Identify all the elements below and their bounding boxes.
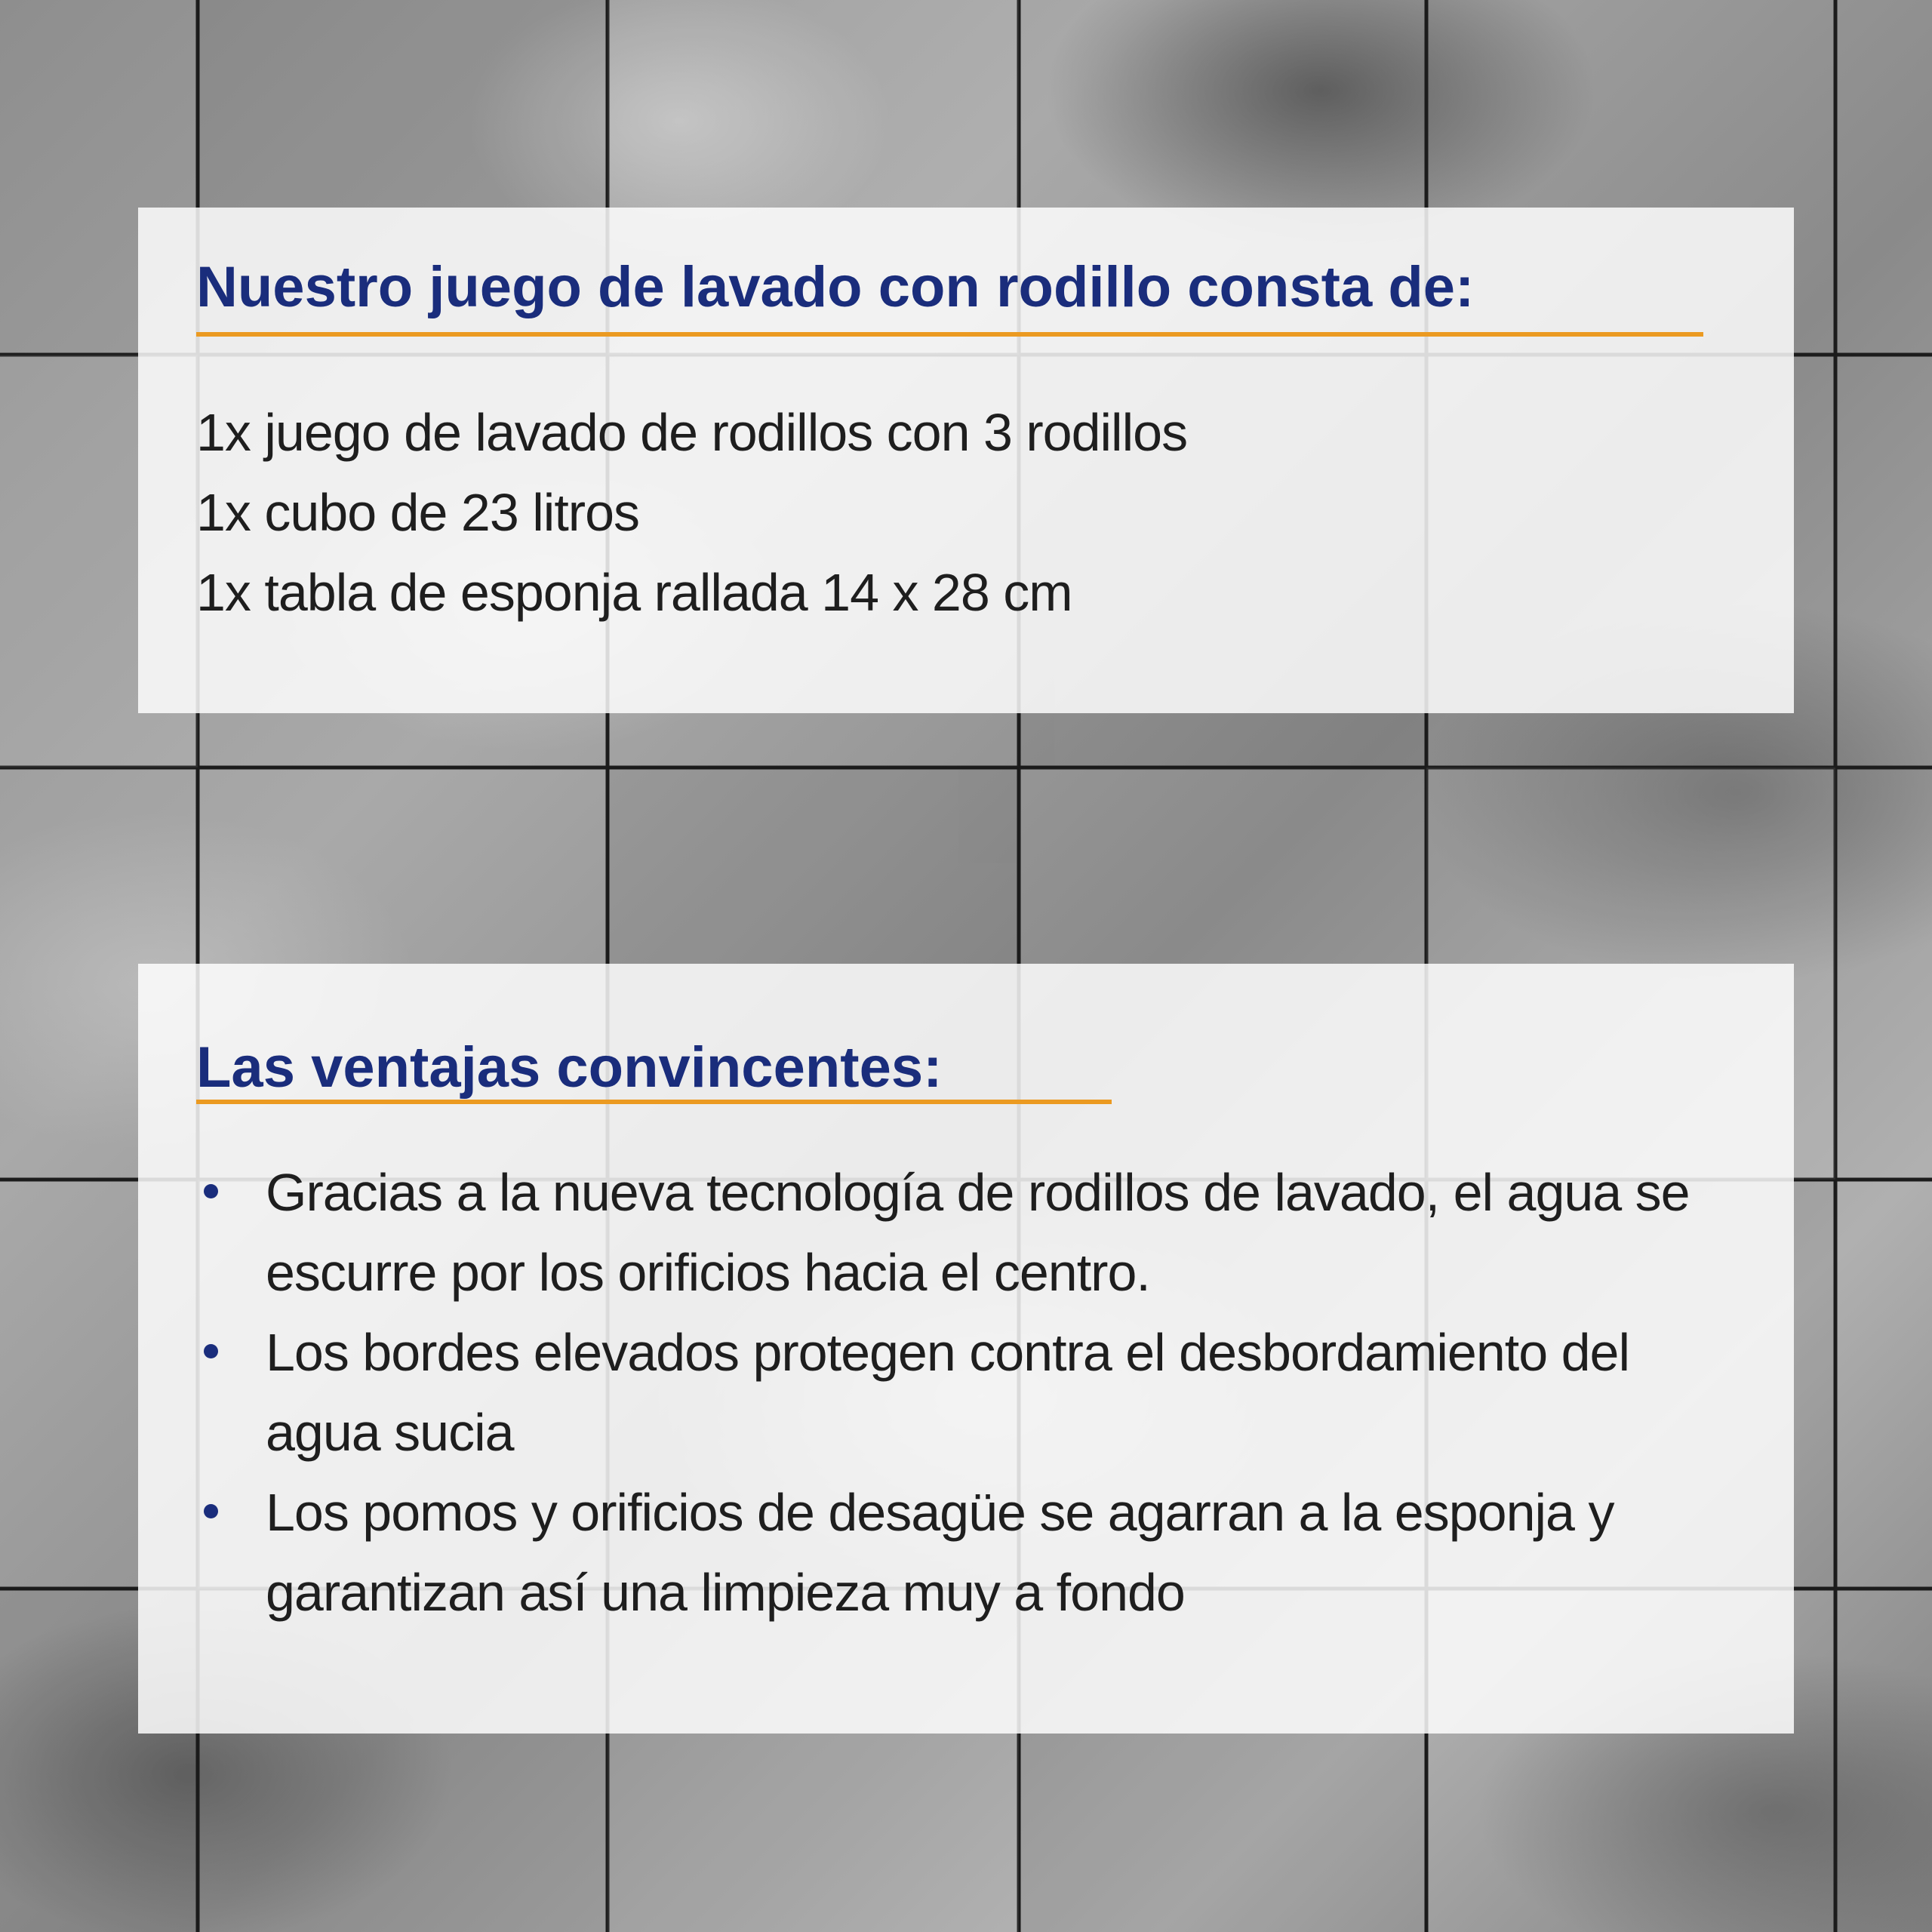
contents-panel [138,208,1794,713]
advantages-heading: Las ventajas convincentes: [196,1035,943,1100]
advantages-list [196,1152,1751,1632]
advantages-panel [138,964,1794,1734]
advantage-text: Los pomos y orificios de desagüe se agarran a la esponja y garantizan así una limpieza muy a fondo [266,1483,1614,1622]
contents-heading-underline [196,332,1703,337]
bullet-dot-icon [204,1504,218,1518]
bullet-dot-icon [204,1184,218,1198]
contents-list [196,392,1187,632]
advantage-text: Los bordes elevados protegen contra el desbordamiento del agua sucia [266,1323,1630,1462]
bullet-dot-icon [204,1344,218,1358]
advantage-item [196,1152,1751,1312]
advantages-heading-underline [196,1100,1112,1104]
contents-item: 1x juego de lavado de rodillos con 3 rodillos [196,403,1188,462]
advantage-item [196,1312,1751,1472]
advantage-text: Gracias a la nueva tecnología de rodillos de lavado, el agua se escurre por los orificios hacia el centro. [266,1163,1690,1302]
contents-heading: Nuestro juego de lavado con rodillo consta de: [196,255,1475,319]
contents-item: 1x cubo de 23 litros [196,483,640,542]
advantage-item [196,1472,1751,1632]
contents-item: 1x tabla de esponja rallada 14 x 28 cm [196,563,1072,622]
